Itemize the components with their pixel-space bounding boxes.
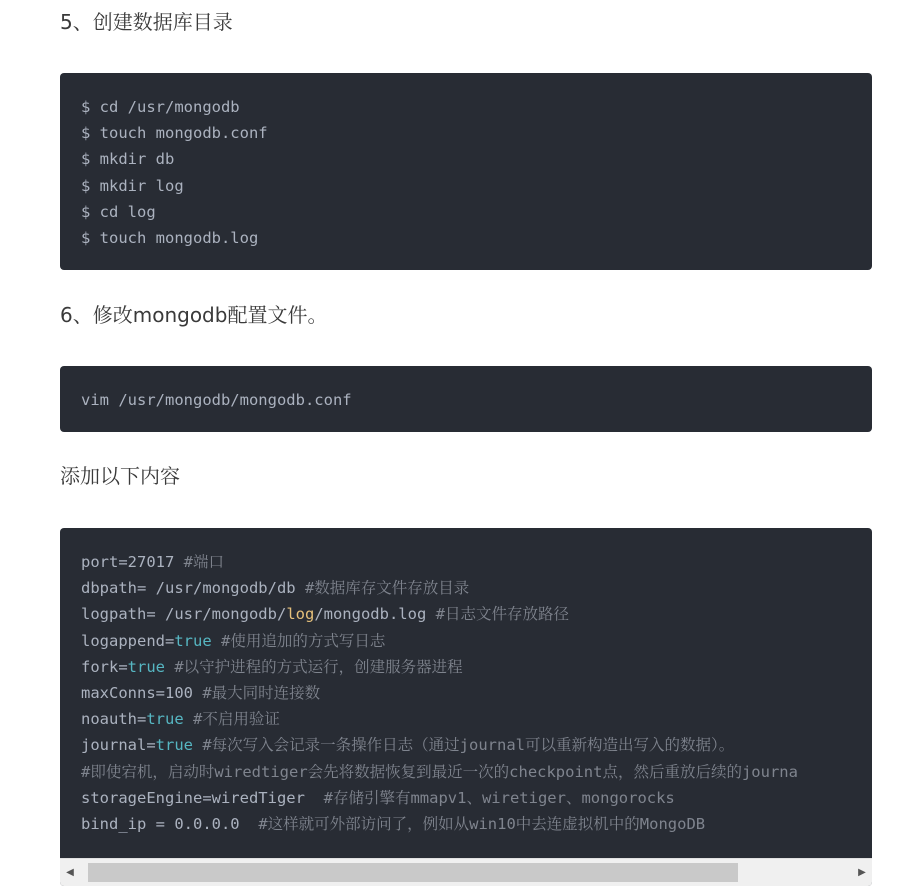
code-token: $ cd log: [81, 202, 156, 221]
code-comment: #不启用验证: [193, 710, 280, 729]
code-line: [81, 706, 280, 732]
code-line: [81, 94, 240, 120]
code-token: $ touch mongodb.conf: [81, 124, 268, 143]
code-token: $ cd /usr/mongodb: [81, 98, 240, 116]
code-token: logappend=: [81, 631, 175, 650]
horizontal-scrollbar[interactable]: [60, 858, 872, 886]
code-token: /mongodb.log: [314, 605, 436, 624]
add-content-heading: 添加以下内容: [60, 464, 180, 488]
code-comment: #数据库存文件存放目录: [304, 579, 470, 598]
code-token: fork=: [81, 657, 128, 676]
code-token: storageEngine=wiredTiger: [81, 788, 324, 807]
code-token: $ touch mongodb.log: [81, 229, 259, 247]
code-line: [81, 387, 352, 413]
code-block-create-dirs[interactable]: [60, 73, 872, 270]
code-keyword: true: [174, 631, 212, 650]
code-line: [81, 225, 258, 251]
code-line: [81, 785, 675, 811]
code-comment: #每次写入会记录一条操作日志（通过journal可以重新构造出写入的数据）。: [202, 736, 735, 755]
code-token: noauth=: [81, 710, 147, 729]
code-comment: #存储引擎有mmapv1、wiretiger、mongorocks: [323, 788, 675, 807]
code-token: dbpath= /usr/mongodb/db: [81, 579, 305, 598]
code-comment: #以守护进程的方式运行，创建服务器进程: [174, 657, 463, 676]
code-line: [81, 601, 569, 627]
code-token: [212, 632, 221, 650]
code-line: [81, 549, 224, 575]
section-6-heading: 6、修改mongodb配置文件。: [60, 303, 328, 327]
code-line: [81, 628, 385, 654]
code-token: $ mkdir log: [81, 176, 184, 195]
code-line: [81, 120, 268, 146]
code-line: [81, 199, 156, 225]
code-token: logpath= /usr/mongodb/: [81, 605, 287, 624]
code-block-vim-command[interactable]: [60, 366, 872, 432]
code-line: [81, 575, 469, 601]
code-line: [81, 680, 320, 706]
code-keyword: true: [127, 657, 165, 676]
code-comment: #使用追加的方式写日志: [221, 631, 386, 650]
code-line: [81, 811, 705, 837]
code-line: [81, 654, 463, 680]
code-token: [184, 710, 193, 728]
code-comment: #即使宕机，启动时wiredtiger会先将数据恢复到最近一次的checkpoint点，然后重放后续的journa: [81, 762, 798, 781]
code-token: bind_ip = 0.0.0.0: [81, 815, 259, 833]
code-comment: #最大同时连接数: [202, 684, 321, 702]
code-token: maxConns=100: [81, 684, 203, 702]
code-line: [81, 173, 184, 199]
code-keyword: true: [146, 710, 184, 729]
code-token: log: [286, 605, 315, 624]
code-line: [81, 146, 174, 172]
code-comment: #端口: [183, 553, 224, 571]
scrollbar-thumb[interactable]: [88, 863, 738, 882]
code-token: [165, 658, 174, 676]
code-line: [81, 732, 734, 758]
code-token: port=27017: [81, 553, 184, 571]
code-line: [81, 759, 798, 785]
code-comment: #这样就可外部访问了，例如从win10中去连虚拟机中的MongoDB: [258, 815, 706, 833]
code-comment: #日志文件存放路径: [435, 605, 569, 624]
scroll-left-arrow-icon[interactable]: ◀: [66, 867, 74, 878]
code-token: journal=: [81, 736, 156, 755]
scroll-right-arrow-icon[interactable]: ▶: [858, 867, 866, 878]
section-5-heading: 5、创建数据库目录: [60, 10, 233, 34]
code-block-mongodb-config[interactable]: [60, 528, 872, 886]
code-keyword: true: [155, 736, 193, 755]
code-token: vim /usr/mongodb/mongodb.conf: [81, 391, 352, 409]
code-token: [193, 736, 202, 754]
code-token: $ mkdir db: [81, 150, 175, 169]
